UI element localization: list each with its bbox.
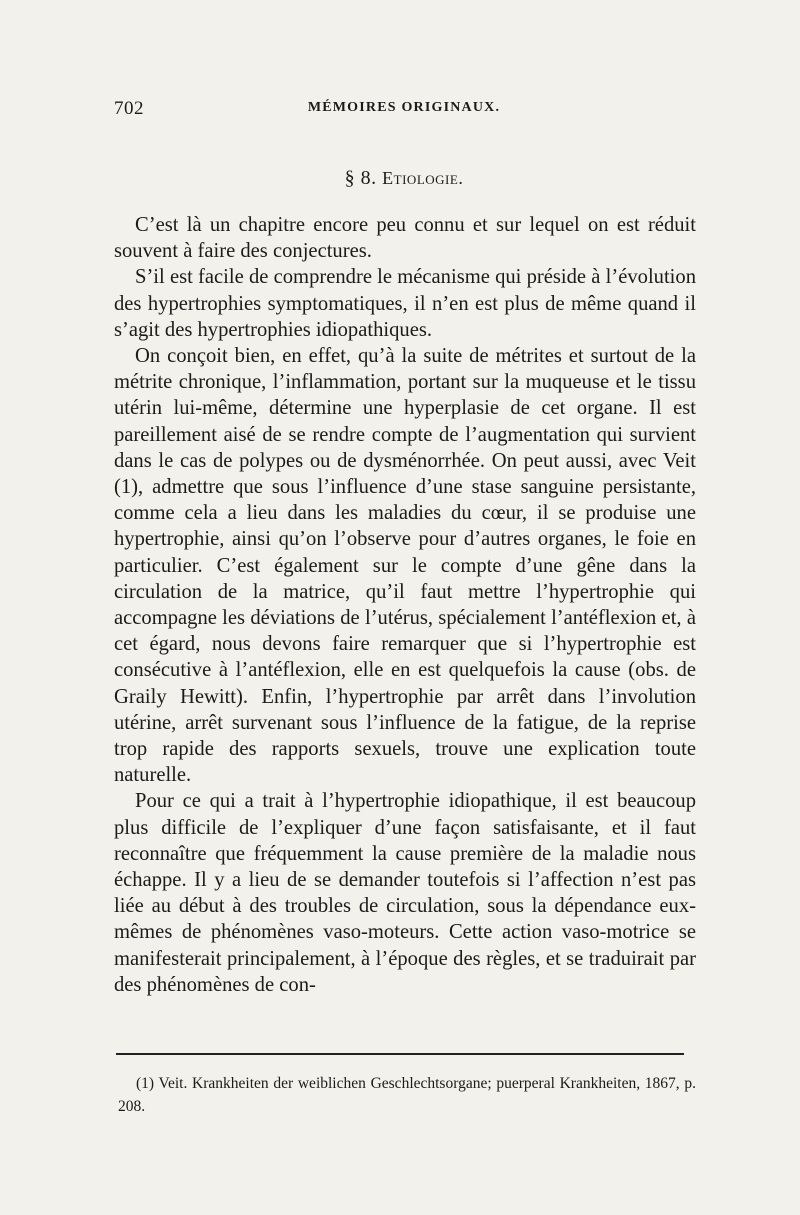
paragraph: On conçoit bien, en effet, qu’à la suite de métrites et surtout de la métrite chronique, l’inflammation, portant sur la muqueuse et le tissu utérin lui-même, détermine une hyperplasie de cet organe. Il est pareillement aisé de se rendre compte de l’augmentation qui survient dans le cas de polypes ou de dysménorrhée. On peut aussi, avec Veit (1), admettre que sous l’influence d’une stase sanguine persistante, comme cela a lieu dans les maladies du cœur, il se produise une hypertrophie, ainsi qu’on l’observe pour d’autres organes, le foie en particulier. C’est également sur le compte d’une gêne dans la circulation de la matrice, qu’il faut mettre l’hypertrophie qui accompagne les déviations de l’utérus, spécialement l’antéflexion et, à cet égard, nous devons faire remarquer que si l’hypertrophie est consécutive à l’antéflexion, elle en est quelquefois la cause (obs. de Graily Hewitt). Enfin, l’hypertrophie par arrêt dans l’involution utérine, arrêt survenant sous l’influence de la fatigue, de la reprise trop rapide des rapports sexuels, trouve une explication toute naturelle. xyxy=(114,345,696,787)
paragraph: C’est là un chapitre encore peu connu et sur lequel on est réduit souvent à faire des conjectures. xyxy=(114,214,696,263)
running-title: MÉMOIRES ORIGINAUX. xyxy=(307,100,501,115)
section-heading xyxy=(114,167,694,190)
footnote-rule xyxy=(116,1053,684,1055)
paragraph: S’il est facile de comprendre le mécanisme qui préside à l’évolution des hypertrophies symptomatiques, il n’en est plus de même quand il s’agit des hypertrophies idiopathiques. xyxy=(114,266,696,341)
section-title: Etiologie. xyxy=(382,168,464,188)
body-text xyxy=(114,212,696,998)
footnote-text: (1) Veit. Krankheiten der weiblichen Geschlechtsorgane; puerperal Krankheiten, 1867, p. 208. xyxy=(118,1075,696,1115)
page-number: 702 xyxy=(114,98,144,119)
footnote xyxy=(118,1072,696,1118)
page-header xyxy=(114,98,694,128)
paragraph: Pour ce qui a trait à l’hypertrophie idiopathique, il est beaucoup plus difficile de l’expliquer d’une façon satisfaisante, et il faut reconnaître que fréquemment la cause première de la maladie nous échappe. Il y a lieu de se demander toutefois si l’affection n’est pas liée au début à des troubles de circulation, sous la dépendance eux-mêmes de phénomènes vaso-moteurs. Cette action vaso-motrice se manifesterait principalement, à l’époque des règles, et se traduirait par des phénomènes de con- xyxy=(114,790,696,996)
section-number: § 8. xyxy=(344,167,377,189)
